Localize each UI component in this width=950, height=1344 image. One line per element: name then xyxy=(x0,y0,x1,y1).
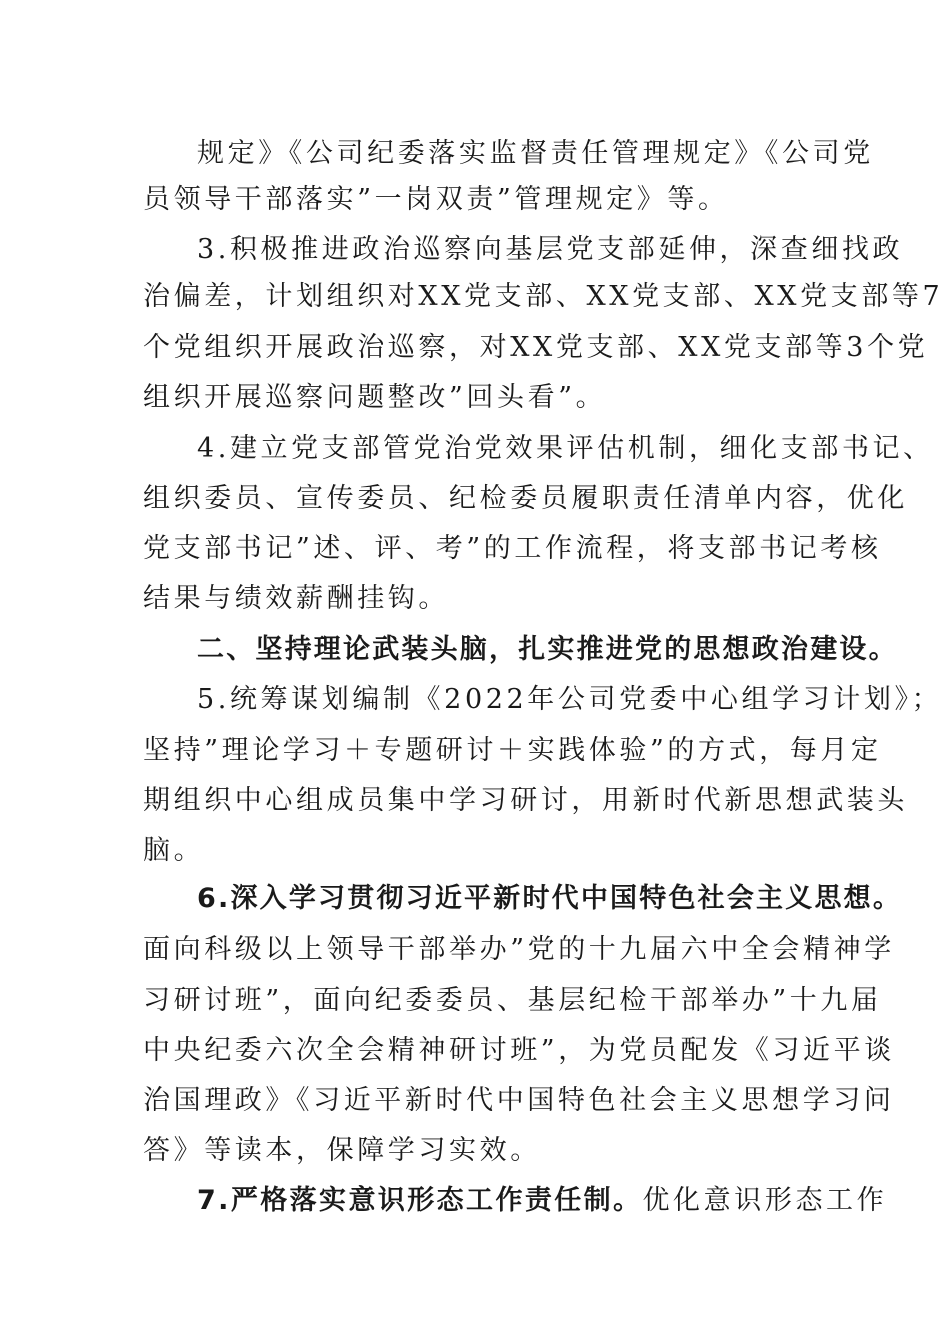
text-fragment: 优化意识形态工作 xyxy=(642,1185,888,1216)
text-line: 组织开展巡察问题整改”回头看”。 xyxy=(143,382,607,413)
text-line: 习研讨班”，面向纪委委员、基层纪检干部举办”十九届 xyxy=(143,985,882,1016)
text-line: 面向科级以上领导干部举办”党的十九届六中全会精神学 xyxy=(143,934,895,965)
text-line: 党支部书记”述、评、考”的工作流程，将支部书记考核 xyxy=(143,533,882,564)
text-line: 员领导干部落实”一岗双责”管理规定》等。 xyxy=(143,184,729,215)
item-heading: 7.严格落实意识形态工作责任制。 xyxy=(197,1185,643,1216)
text-line: 期组织中心组成员集中学习研讨，用新时代新思想武装头 xyxy=(143,785,908,816)
text-line: 组织委员、宣传委员、纪检委员履职责任清单内容，优化 xyxy=(143,483,908,514)
text-line xyxy=(197,1183,887,1219)
text-line: 中央纪委六次全会精神研讨班”，为党员配发《习近平谈 xyxy=(143,1035,895,1066)
text-line: 3.积极推进政治巡察向基层党支部延伸，深查细找政 xyxy=(197,234,904,265)
text-line: 规定》《公司纪委落实监督责任管理规定》《公司党 xyxy=(197,138,874,169)
text-line: 个党组织开展政治巡察，对XX党支部、XX党支部等3个党 xyxy=(143,332,929,363)
text-line: 治偏差，计划组织对XX党支部、XX党支部、XX党支部等7 xyxy=(143,281,944,312)
text-line: 4.建立党支部管党治党效果评估机制，细化支部书记、 xyxy=(197,433,934,464)
text-line: 脑。 xyxy=(143,835,205,866)
text-line: 坚持”理论学习＋专题研讨＋实践体验”的方式，每月定 xyxy=(143,735,882,766)
section-heading: 二、坚持理论武装头脑，扎实推进党的思想政治建设。 xyxy=(197,634,898,665)
text-line: 结果与绩效薪酬挂钩。 xyxy=(143,583,449,614)
item-heading: 6.深入学习贯彻习近平新时代中国特色社会主义思想。 xyxy=(197,883,903,914)
text-line: 答》等读本，保障学习实效。 xyxy=(143,1135,541,1166)
text-line: 5.统筹谋划编制《2022年公司党委中心组学习计划》； xyxy=(197,684,943,715)
text-line: 治国理政》《习近平新时代中国特色社会主义思想学习问 xyxy=(143,1085,895,1116)
